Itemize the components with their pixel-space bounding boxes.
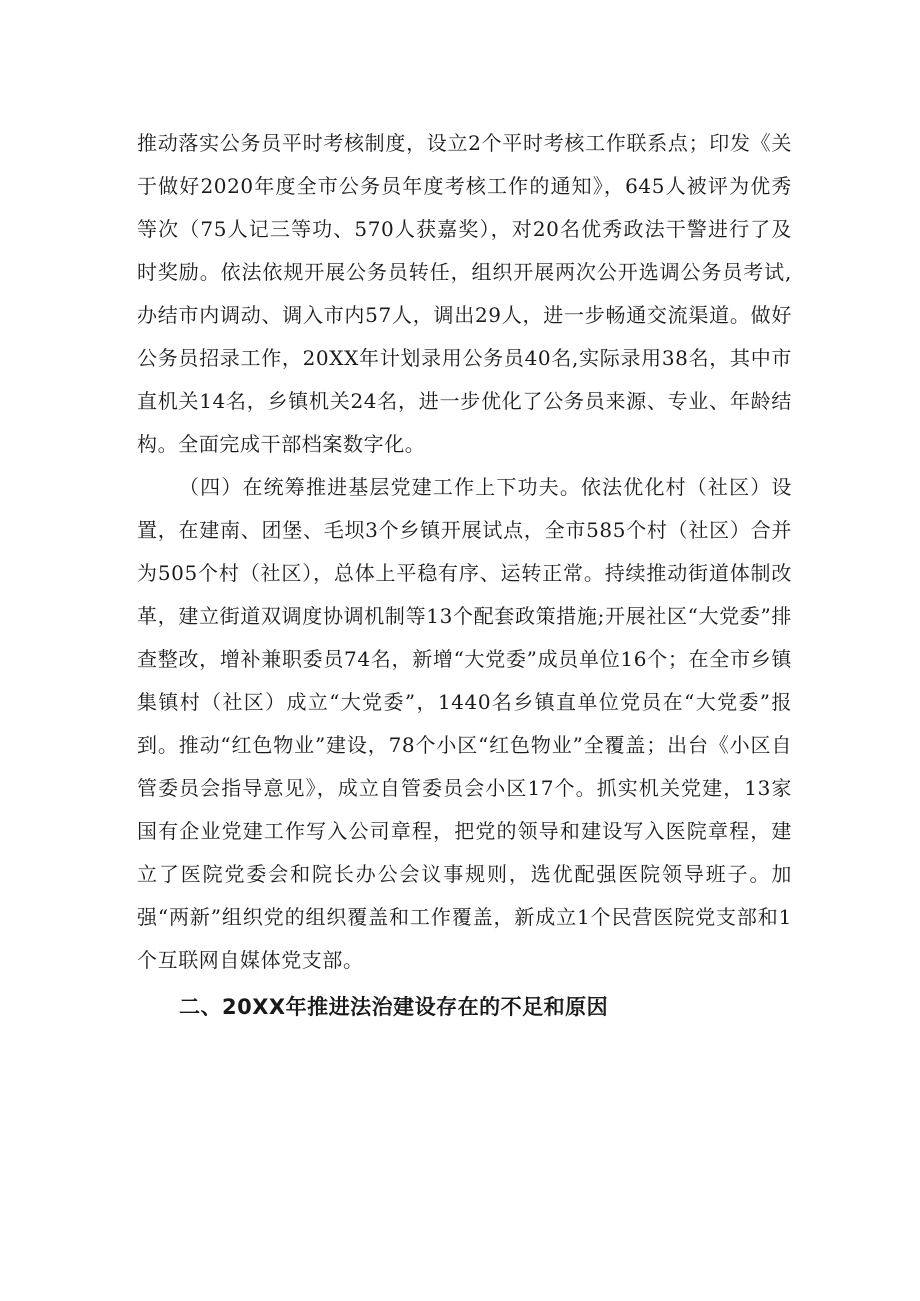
paragraph-civil-servant-assessment: 推动落实公务员平时考核制度，设立2个平时考核工作联系点；印发《关于做好2020年度全市公务员年度考核工作的通知》，645人被评为优秀等次（75人记三等功、570人获嘉奖），对20名优秀政法干警进行了及时奖励。依法依规开展公务员转任，组织开展两次公开选调公务员考试,办结市内调动、调入市内57人，调出29人，进一步畅通交流渠道。做好公务员招录工作，20XX年计划录用公务员40名,实际录用38名，其中市直机关14名，乡镇机关24名，进一步优化了公务员来源、专业、年龄结构。全面完成干部档案数字化。 xyxy=(137,131,792,456)
section-heading: 二、20XX年推进法治建设存在的不足和原因 xyxy=(179,995,609,1019)
document-body xyxy=(137,122,792,1030)
paragraph-grassroots-party-building: （四）在统筹推进基层党建工作上下功夫。依法优化村（社区）设置，在建南、团堡、毛坝3个乡镇开展试点，全市585个村（社区）合并为505个村（社区），总体上平稳有序、运转正常。持续推动街道体制改革，建立街道双调度协调机制等13个配套政策措施;开展社区“大党委”排查整改，增补兼职委员74名，新增“大党委”成员单位16个；在全市乡镇集镇村（社区）成立“大党委”，1440名乡镇直单位党员在“大党委”报到。推动“红色物业”建设，78个小区“红色物业”全覆盖；出台《小区自管委员会指导意见》，成立自管委员会小区17个。抓实机关党建，13家国有企业党建工作写入公司章程，把党的领导和建设写入医院章程，建立了医院党委会和院长办公会议事规则，选优配强医院领导班子。加强“两新”组织党的组织覆盖和工作覆盖，新成立1个民营医院党支部和1个互联网自媒体党支部。 xyxy=(137,475,792,972)
